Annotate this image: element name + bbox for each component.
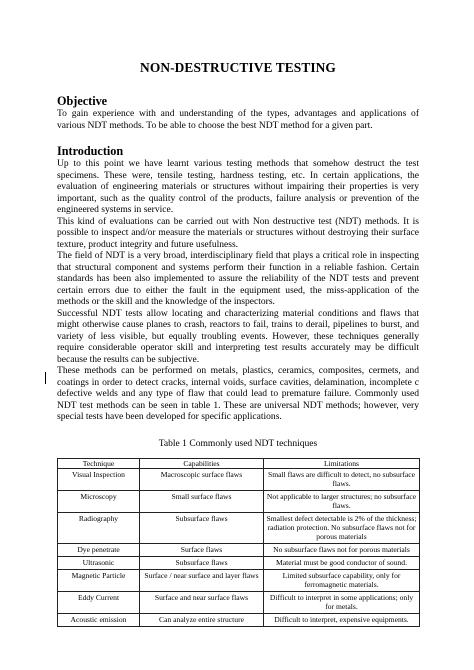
cell-limitations: Material must be good conductor of sound.: [264, 556, 420, 569]
table-row: [58, 613, 420, 626]
cell-technique: Eddy Current: [58, 591, 140, 613]
cell-limitations: No subsurface flaws not for porous materials: [264, 543, 420, 556]
cell-limitations: Difficult to interpret, expensive equipments.: [264, 613, 420, 626]
ndt-techniques-table: [57, 458, 420, 627]
cell-limitations: Not applicable to larger structures; no subsurface flaws.: [264, 490, 420, 512]
cell-capabilities: Surface / near surface and layer flaws: [140, 569, 264, 591]
cell-capabilities: Subsurface flaws: [140, 556, 264, 569]
table-row: [58, 468, 420, 490]
cell-limitations: Limited subsurface capability, only for ferromagnetic materials.: [264, 569, 420, 591]
cell-capabilities: Macroscopic surface flaws: [140, 468, 264, 490]
table-caption: Table 1 Commonly used NDT techniques: [158, 437, 318, 449]
intro-paragraph-4: Successful NDT tests allow locating and characterizing material conditions and flaws that might otherwise cause planes to crash, reactors to fail, trains to derail, pipelines to burst, and variety of less visible, but equally troubling events. However, these techniques generally require considerable operator skill and interpreting test results accurately may be difficult because the results can be subjective.: [57, 307, 419, 365]
table-row: [58, 490, 420, 512]
cell-limitations: Small flaws are difficult to detect, no subsurface flaws.: [264, 468, 420, 490]
objective-text: To gain experience with and understanding of the types, advantages and applications of various NDT methods. To be able to choose the best NDT method for a given part.: [57, 108, 419, 131]
intro-paragraph-5: These methods can be performed on metals, plastics, ceramics, composites, cermets, and coatings in order to detect cracks, internal voids, surface cavities, delamination, incomplete c defective welds and any type of flaw that could lead to premature failure. Commonly used NDT test methods can be seen in table 1. These are universal NDT methods; however, very special tests have been developed for specific applications.: [57, 365, 419, 422]
table-row: [58, 556, 420, 569]
document-page: [57, 48, 419, 627]
intro-paragraph-3: The field of NDT is a very broad, interdisciplinary field that plays a critical role in inspecting that structural component and systems perform their function in a reliable fashion. Certain standards has been also implemented to assure the reliability of the NDT tests and prevent certain errors due to either the fault in the equipment used, the miss-application of the methods or the skill and the knowledge of the inspectors.: [57, 250, 419, 307]
objective-heading: Objective: [57, 94, 108, 108]
table-row: [58, 512, 420, 543]
cell-technique: Magnetic Particle: [58, 569, 140, 591]
cell-capabilities: Subsurface flaws: [140, 512, 264, 543]
cell-technique: Acoustic emission: [58, 613, 140, 626]
cell-capabilities: Small surface flaws: [140, 490, 264, 512]
cell-technique: Dye penetrate: [58, 543, 140, 556]
cell-capabilities: Surface and near surface flaws: [140, 591, 264, 613]
cell-limitations: Difficult to interpret in some applications; only for metals.: [264, 591, 420, 613]
table-row: [58, 543, 420, 556]
document-title: NON-DESTRUCTIVE TESTING: [140, 60, 336, 75]
intro-paragraph-1: Up to this point we have learnt various testing methods that somehow destruct the test specimens. These were, tensile testing, hardness testing, etc. In certain applications, the evaluation of engineering materials or structures without impairing their properties is very important, such as the quality control of the products, failure analysis or prevention of the engineered systems in service.: [57, 158, 419, 215]
cell-technique: Microscopy: [58, 490, 140, 512]
cell-capabilities: Surface flaws: [140, 543, 264, 556]
header-limitations: Limitations: [264, 458, 420, 468]
cell-technique: Radiography: [58, 512, 140, 543]
intro-paragraph-2: This kind of evaluations can be carried out with Non destructive test (NDT) methods. It is possible to inspect and/or measure the materials or structures without destroying their surface texture, product integrity and future usefulness.: [57, 215, 419, 250]
table-row: [58, 569, 420, 591]
introduction-heading: Introduction: [57, 144, 124, 158]
cell-capabilities: Can analyze entire structure: [140, 613, 264, 626]
table-header-row: [58, 458, 420, 468]
cell-limitations: Smallest defect detectable is 2% of the thickness; radiation protection. No subsurface flaws not for porous materials: [264, 512, 420, 543]
header-technique: Technique: [58, 458, 140, 468]
header-capabilities: Capabilities: [140, 458, 264, 468]
cell-technique: Ultrasonic: [58, 556, 140, 569]
text-cursor: [45, 372, 46, 384]
table-row: [58, 591, 420, 613]
cell-technique: Visual Inspection: [58, 468, 140, 490]
